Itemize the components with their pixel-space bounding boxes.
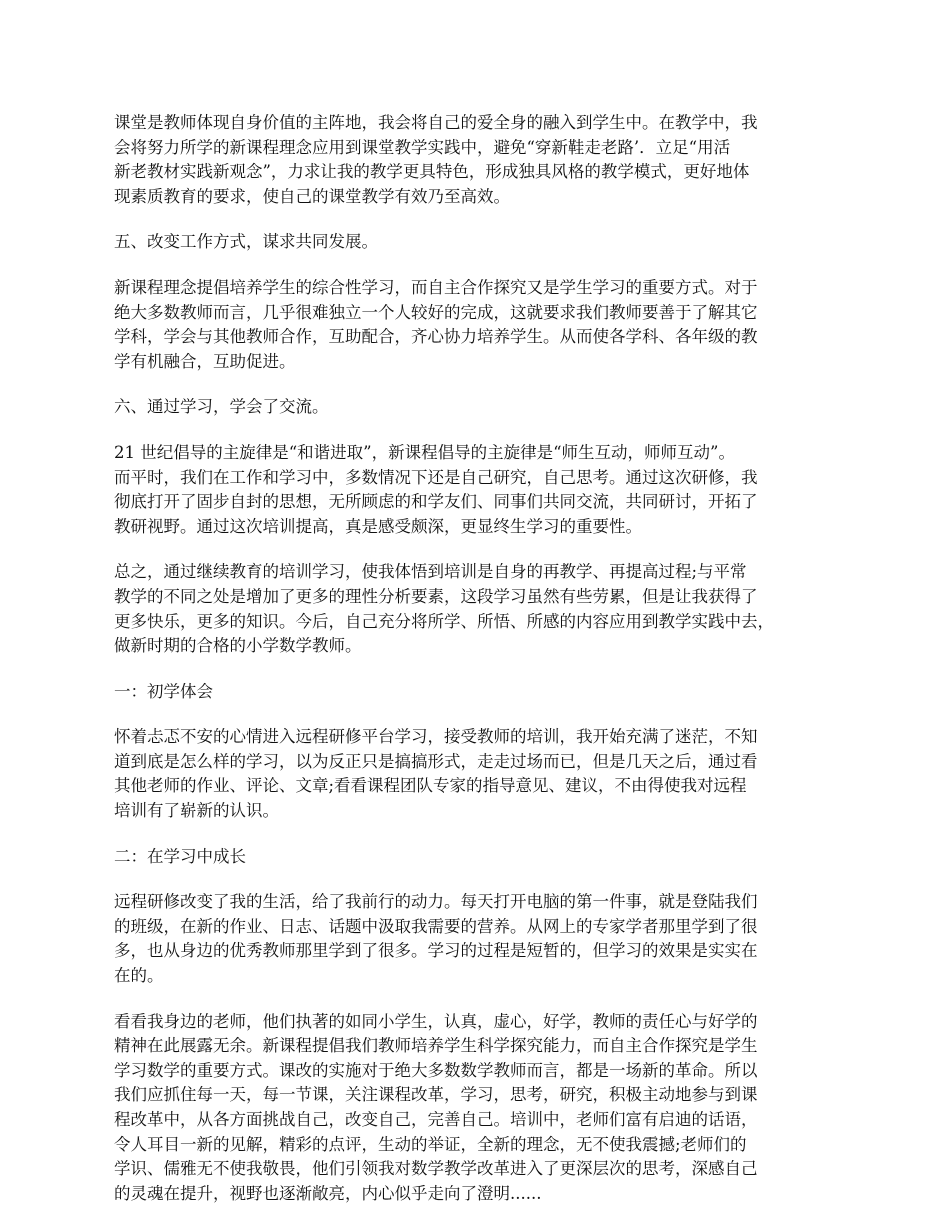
text-line: 学识、儒雅无不使我敬畏，他们引领我对数学教学改革进入了更深层次的思考，深感自己 bbox=[114, 1159, 758, 1179]
text-line: 而平时，我们在工作和学习中，多数情况下还是自己研究，自己思考。通过这次研修，我 bbox=[114, 467, 758, 487]
text-line: 精神在此展露无余。新课程提倡我们教师培养学生科学探究能力，而自主合作探究是学生 bbox=[114, 1036, 758, 1056]
text-line: 看看我身边的老师，他们执著的如同小学生，认真，虚心，好学，教师的责任心与好学的 bbox=[114, 1011, 758, 1031]
text-line: 我们应抓住每一天，每一节课，关注课程改革，学习，思考，研究，积极主动地参与到课 bbox=[114, 1085, 758, 1105]
text-line: 课堂是教师体现自身价值的主阵地，我会将自己的爱全身的融入到学生中。在教学中，我 bbox=[114, 113, 758, 132]
text-line: 现素质教育的要求，使自己的课堂教学有效乃至高效。 bbox=[114, 186, 510, 206]
text-line: 怀着忐忑不安的心情进入远程研修平台学习，接受教师的培训，我开始充满了迷茫，不知 bbox=[114, 727, 758, 747]
heading-text: 六、通过学习，学会了交流。 bbox=[114, 397, 329, 417]
text-line: 远程研修改变了我的生活，给了我前行的动力。每天打开电脑的第一件事，就是登陆我们 bbox=[114, 892, 758, 912]
heading-text: 一：初学体会 bbox=[114, 681, 213, 701]
heading-text: 五、改变工作方式，谋求共同发展。 bbox=[114, 232, 378, 252]
paragraph-first-impressions bbox=[114, 725, 846, 823]
text-line: 的灵魂在提升，视野也逐渐敞亮，内心似乎走向了澄明...... bbox=[114, 1183, 542, 1203]
paragraph-cooperation bbox=[114, 276, 846, 374]
paragraph-remote-training bbox=[114, 890, 846, 988]
section-heading-growth bbox=[114, 845, 846, 870]
section-heading-five bbox=[114, 230, 846, 255]
text-line: 多，也从身边的优秀教师那里学到了很多。学习的过程是短暂的，但学习的效果是实实在 bbox=[114, 941, 758, 961]
paragraph-classroom bbox=[114, 111, 846, 209]
text-line: 教学的不同之处是增加了更多的理性分析要素，这段学习虽然有些劳累，但是让我获得了 bbox=[114, 586, 758, 606]
text-line: 新课程理念提倡培养学生的综合性学习，而自主合作探究又是学生学习的重要方式。对于 bbox=[114, 277, 758, 297]
text-line: 的班级，在新的作业、日志、话题中汲取我需要的营养。从网上的专家学者那里学到了很 bbox=[114, 916, 758, 936]
text-line: 学科，学会与其他教师合作，互助配合，齐心协力培养学生。从而使各学科、各年级的教 bbox=[114, 327, 758, 347]
text-line: 总之，通过继续教育的培训学习，使我体悟到培训是自身的再教学、再提高过程;与平常 bbox=[114, 562, 747, 582]
text-line: 新老教材实践新观念”，力求让我的教学更具特色，形成独具风格的教学模式，更好地体 bbox=[114, 162, 750, 182]
text-line: 绝大多数教师而言，几乎很难独立一个人较好的完成，这就要求我们教师要善于了解其它 bbox=[114, 302, 758, 322]
text-line: 教研视野。通过这次培训提高，真是感受颇深，更显终生学习的重要性。 bbox=[114, 516, 642, 536]
text-line: 培训有了崭新的认识。 bbox=[114, 801, 279, 821]
heading-text: 二：在学习中成长 bbox=[114, 846, 246, 866]
text-line: 更多快乐，更多的知识。今后，自己充分将所学、所悟、所感的内容应用到教学实践中去， bbox=[114, 611, 774, 631]
paragraph-colleagues bbox=[114, 1010, 846, 1207]
document-page bbox=[114, 111, 846, 1227]
text-line: 彻底打开了固步自封的思想，无所顾虑的和学友们、同事们共同交流，共同研讨，开拓了 bbox=[114, 492, 758, 512]
text-line: 做新时期的合格的小学数学教师。 bbox=[114, 636, 362, 656]
section-heading-six bbox=[114, 395, 846, 420]
text-line: 道到底是怎么样的学习，以为反正只是搞搞形式，走走过场而已，但是几天之后，通过看 bbox=[114, 751, 758, 771]
section-heading-first-impressions bbox=[114, 680, 846, 705]
paragraph-communication bbox=[114, 441, 846, 539]
text-line: 在的。 bbox=[114, 966, 164, 986]
text-line: 学习数学的重要方式。课改的实施对于绝大多数数学教师而言，都是一场新的革命。所以 bbox=[114, 1060, 758, 1080]
text-line: 21 世纪倡导的主旋律是“和谐进取”，新课程倡导的主旋律是“师生互动，师师互动”。 bbox=[114, 442, 735, 462]
text-line: 其他老师的作业、评论、文章;看看课程团队专家的指导意见、建议，不由得使我对远程 bbox=[114, 776, 747, 796]
text-line: 令人耳目一新的见解，精彩的点评，生动的举证，全新的理念，无不使我震撼;老师们的 bbox=[114, 1134, 747, 1154]
text-line: 程改革中，从各方面挑战自己，改变自己，完善自己。培训中，老师们富有启迪的话语， bbox=[114, 1110, 758, 1129]
text-line: 学有机融合，互助促进。 bbox=[114, 351, 296, 371]
text-line: 会将努力所学的新课程理念应用到课堂教学实践中，避免“穿新鞋走老路’．立足“用活 bbox=[114, 137, 731, 157]
paragraph-summary bbox=[114, 560, 846, 658]
